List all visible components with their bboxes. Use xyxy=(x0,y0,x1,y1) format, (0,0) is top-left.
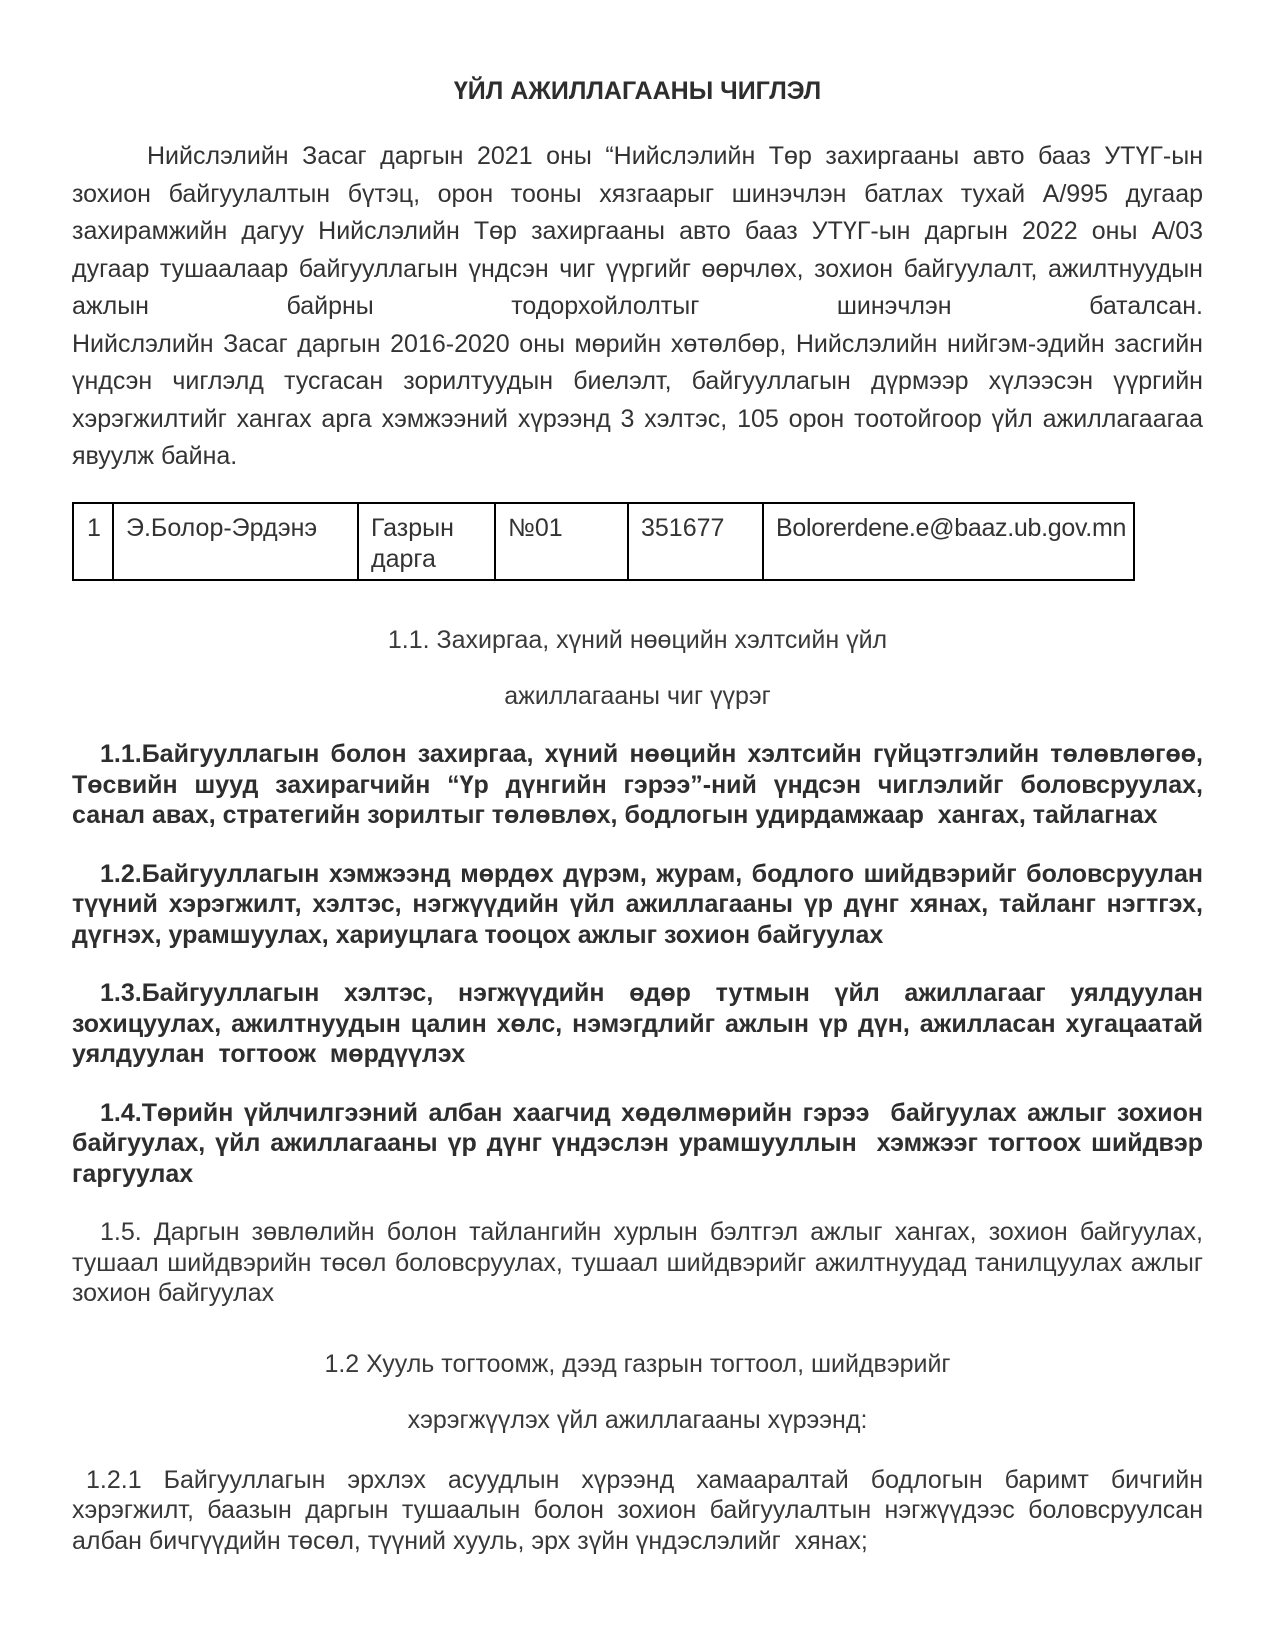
section-1-1-heading-line2: ажиллагааны чиг үүрэг xyxy=(504,682,771,710)
cell-index: 1 xyxy=(73,503,113,581)
cell-door-number: №01 xyxy=(495,503,628,581)
paragraph-1-1: 1.1.Байгууллагын болон захиргаа, хүний нөөцийн хэлтсийн гүйцэтгэлийн төлөвлөгөө, Төсвийн шууд захирагчийн “Үр дүнгийн гэрээ”-ний үндсэн чиглэлийг боловсруулах, санал авах, стратегийн зорилтыг төлөвлөх, бодлогын удирдамжаар хангах, тайлагнах xyxy=(72,740,1210,829)
cell-email: Bolorerdene.e@baaz.ub.gov.mn xyxy=(763,503,1134,581)
intro-paragraph-part2: Нийслэлийн Засаг даргын 2016-2020 оны мөрийн хөтөлбөр, Нийслэлийн нийгэм-эдийн засгийн үндсэн чиглэлд тусгасан зорилтуудын биелэлт, байгууллагын дүрмээр хүлээсэн үүргийн хэрэгжилтийг хангах арга хэмжээний хүрээнд 3 хэлтэс, 105 орон тоотойгоор үйл ажиллагаагаа явуулж байна. xyxy=(72,329,1210,470)
section-1-2-heading-line2: хэрэгжүүлэх үйл ажиллагааны хүрээнд: xyxy=(407,1405,868,1434)
cell-phone: 351677 xyxy=(628,503,763,581)
contact-table xyxy=(72,502,1135,582)
paragraph-1-3: 1.3.Байгууллагын хэлтэс, нэгжүүдийн өдөр тутмын үйл ажиллагааг уялдуулан зохицуулах, ажилтнуудын цалин хөлс, нэмэгдлийг ажлын үр дүн, ажилласан хугацаатай уялдуулан тогтоож мөрдүүлэх xyxy=(72,979,1210,1068)
paragraph-1-4: 1.4.Төрийн үйлчилгээний албан хаагчид хөдөлмөрийн гэрээ байгуулах ажлыг зохион байгуулах, үйл ажиллагааны үр дүнг үндэслэн урамшууллын хэмжээг тогтоох шийдвэр гаргуулах xyxy=(72,1098,1217,1188)
paragraph-1-2-1: 1.2.1 Байгууллагын эрхлэх асуудлын хүрээнд хамааралтай бодлогын баримт бичгийн хэрэгжилт, баазын даргын тушаалын болон зохион байгуулалтын нэгжүүдээс боловсруулсан албан бичгүүдийн төсөл, түүний хууль, эрх зүйн үндэслэлийг хянах; xyxy=(72,1465,1210,1555)
paragraph-1-2: 1.2.Байгууллагын хэмжээнд мөрдөх дүрэм, журам, бодлого шийдвэрийг боловсруулан түүний хэрэгжилт, хэлтэс, нэгжүүдийн үйл ажиллагааны үр дүнг хянах, тайланг нэгтгэх, дүгнэх, урамшуулах, хариуцлага тооцох ажлыг зохион байгуулах xyxy=(72,859,1210,949)
document-title: ҮЙЛ АЖИЛЛАГААНЫ ЧИГЛЭЛ xyxy=(453,77,822,105)
cell-position: Газрын дарга xyxy=(358,503,495,581)
section-1-1-heading-line1: 1.1. Захиргаа, хүний нөөцийн хэлтсийн үйл xyxy=(387,626,888,654)
cell-name: Э.Болор-Эрдэнэ xyxy=(113,503,358,581)
intro-paragraph-part1: Нийслэлийн Засаг даргын 2021 оны “Нийслэлийн Төр захиргааны авто бааз УТҮГ-ын зохион байгуулалтын бүтэц, орон тооны хязгаарыг шинэчлэн батлах тухай А/995 дугаар захирамжийн дагуу Нийслэлийн Төр захиргааны авто бааз УТҮГ-ын даргын 2022 оны А/03 дугаар тушаалаар байгууллагын үндсэн чиг үүргийг өөрчлөх, зохион байгуулалт, ажилтнуудын ажлын байрны тодорхойлолтыг шинэчлэн баталсан. xyxy=(72,142,1210,320)
table-row xyxy=(73,503,1134,581)
section-1-2-heading-line1: 1.2 Хууль тогтоомж, дээд газрын тогтоол, шийдвэрийг xyxy=(324,1349,951,1378)
paragraph-1-5: 1.5. Даргын зөвлөлийн болон тайлангийн хурлын бэлтгэл ажлыг хангах, зохион байгуулах, тушаал шийдвэрийн төсөл боловсруулах, тушаал шийдвэрийг ажилтнуудад танилцуулах ажлыг зохион байгуулах xyxy=(72,1218,1210,1307)
